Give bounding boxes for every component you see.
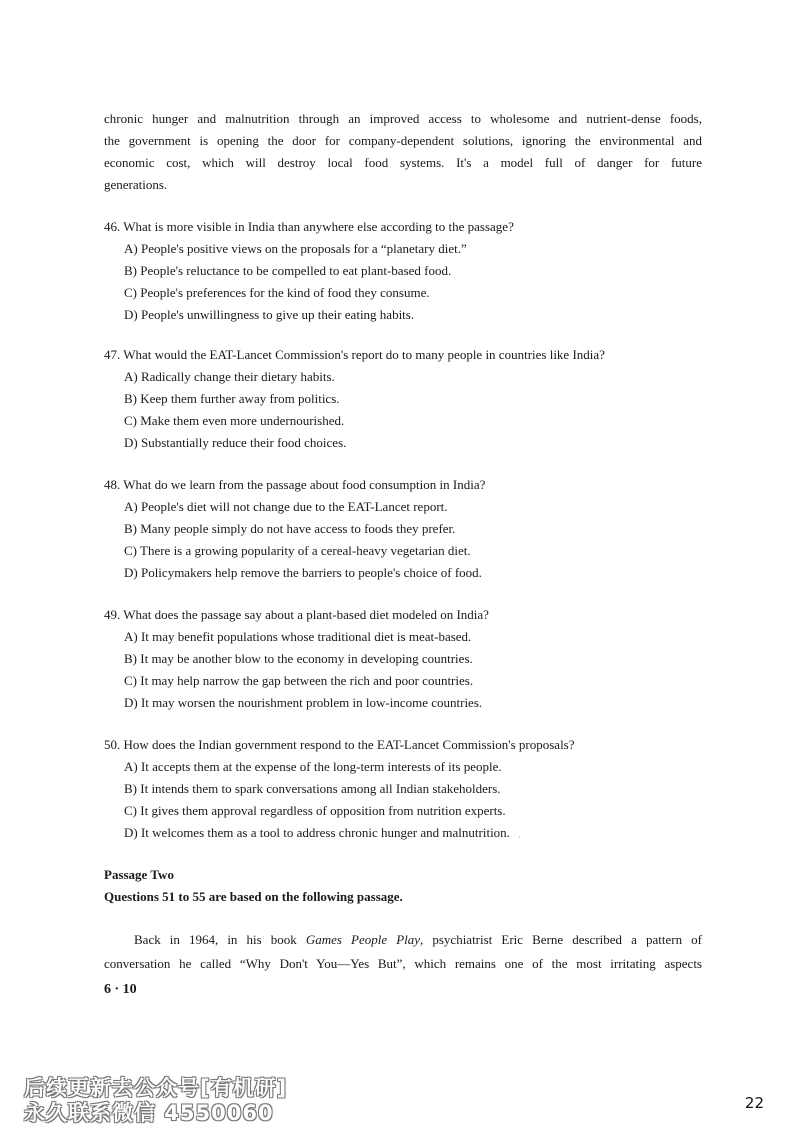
option-a: A) People's diet will not change due to the EAT-Lancet report. [124, 499, 448, 514]
option-d: D) It may worsen the nourishment problem in low-income countries. [124, 695, 483, 710]
book-title: Games People Play [305, 932, 421, 947]
option-c: C) Make them even more undernourished. [124, 413, 345, 428]
option-b: B) It intends them to spark conversations among all Indian stakeholders. [124, 781, 501, 796]
passage-instruction: Questions 51 to 55 are based on the following passage. [104, 889, 403, 904]
passage-one-tail [104, 108, 702, 196]
option-c: C) It gives them approval regardless of opposition from nutrition experts. [124, 803, 506, 818]
option-d: D) It welcomes them as a tool to address chronic hunger and malnutrition. [124, 825, 510, 840]
question-stem: 48. What do we learn from the passage about food consumption in India? [104, 477, 486, 492]
watermark [24, 1076, 287, 1126]
question-48 [104, 474, 704, 584]
section-page-marker: 6 · 10 [104, 982, 137, 997]
watermark-line: 后续更新去公众号[有机研] [24, 1076, 288, 1100]
passage-line [104, 928, 702, 952]
option-d: D) Substantially reduce their food choices. [124, 435, 347, 450]
option-c: C) People's preferences for the kind of food they consume. [124, 285, 430, 300]
passage-two-header [104, 864, 403, 908]
page-number: 22 [744, 1094, 764, 1112]
option-b: B) It may be another blow to the economy in developing countries. [124, 651, 473, 666]
question-46 [104, 216, 704, 326]
question-49 [104, 604, 704, 714]
option-d: D) Policymakers help remove the barriers to people's choice of food. [124, 565, 482, 580]
option-d: D) People's unwillingness to give up their eating habits. [124, 307, 415, 322]
intro-line: the government is opening the door for company-dependent solutions, ignoring the environmental and [104, 133, 702, 148]
passage-title: Passage Two [104, 867, 174, 882]
question-50 [104, 734, 704, 844]
option-c: C) There is a growing popularity of a cereal-heavy vegetarian diet. [124, 543, 471, 558]
question-stem: 47. What would the EAT-Lancet Commission's report do to many people in countries like India? [104, 347, 605, 362]
watermark-line: 永久联系微信 4550060 [24, 1101, 274, 1125]
option-a: A) It accepts them at the expense of the long-term interests of its people. [124, 759, 502, 774]
passage-two-body [104, 928, 702, 976]
option-a: A) People's positive views on the proposals for a “planetary diet.” [124, 241, 467, 256]
option-a: A) Radically change their dietary habits. [124, 369, 335, 384]
passage-line: conversation he called “Why Don't You—Yes But”, which remains one of the most irritating aspects [104, 956, 702, 971]
scan-speck: · [518, 832, 521, 842]
passage-text: Back in 1964, in his book [134, 932, 306, 947]
option-b: B) People's reluctance to be compelled to eat plant-based food. [124, 263, 452, 278]
question-47 [104, 344, 704, 454]
intro-line: generations. [104, 177, 168, 192]
question-stem: 46. What is more visible in India than anywhere else according to the passage? [104, 219, 514, 234]
passage-text: , psychiatrist Eric Berne described a pattern of [420, 932, 702, 947]
option-a: A) It may benefit populations whose traditional diet is meat-based. [124, 629, 472, 644]
question-stem: 49. What does the passage say about a plant-based diet modeled on India? [104, 607, 489, 622]
question-stem: 50. How does the Indian government respond to the EAT-Lancet Commission's proposals? [104, 737, 575, 752]
option-b: B) Many people simply do not have access to foods they prefer. [124, 521, 456, 536]
intro-line: economic cost, which will destroy local food systems. It's a model full of danger for future [104, 155, 702, 170]
option-c: C) It may help narrow the gap between the rich and poor countries. [124, 673, 474, 688]
intro-line: chronic hunger and malnutrition through an improved access to wholesome and nutrient-dense foods, [104, 111, 702, 126]
option-b: B) Keep them further away from politics. [124, 391, 340, 406]
